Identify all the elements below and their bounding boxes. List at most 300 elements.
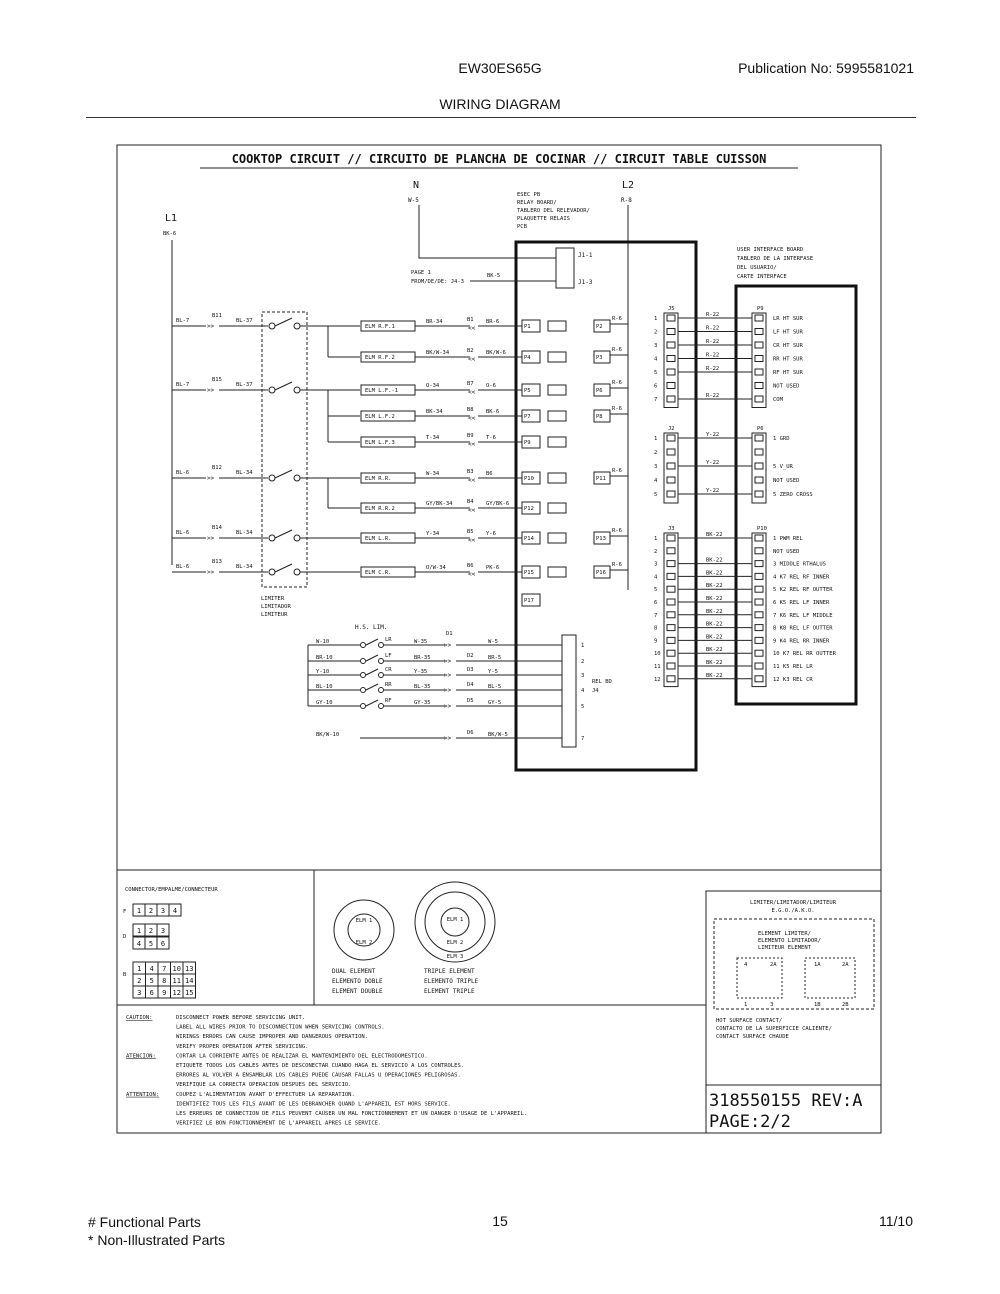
feed-wire-label: BL-6 <box>176 564 190 570</box>
relay-terminal-label: P16 <box>596 570 606 576</box>
hs-limiter-row <box>308 698 584 710</box>
board-wire-label: BK-6 <box>486 409 500 415</box>
svg-text:ELEMENT LIMITER/: ELEMENT LIMITER/ <box>758 931 811 937</box>
relay-contact <box>548 411 566 421</box>
element-wire-label: GY/BK-34 <box>426 501 453 507</box>
relay-supply-wire: R-6 <box>612 380 622 386</box>
svg-text:HOT SURFACE CONTACT/: HOT SURFACE CONTACT/ <box>716 1018 783 1024</box>
wire-label: BK-22 <box>706 570 723 577</box>
connector-label: P10 <box>757 526 767 532</box>
wire-label: R-22 <box>706 325 720 332</box>
ui-board-label <box>737 247 813 280</box>
pin-function: 5 K2 REL RF OUTTER <box>773 587 833 594</box>
hs-limiter-row <box>308 653 584 665</box>
svg-text:CONTACT SURFACE CHAUDE: CONTACT SURFACE CHAUDE <box>716 1034 789 1040</box>
board-connectors <box>654 306 837 687</box>
pin-function: LF HT SUR <box>773 329 803 336</box>
limiter-contact <box>269 323 275 329</box>
relay-terminal-label: P2 <box>596 324 603 330</box>
board-wire-label: T-6 <box>486 435 496 441</box>
relay-board-label <box>517 192 590 230</box>
hs-wire-in: BR-10 <box>316 655 333 661</box>
hs-wire-out: GY-35 <box>414 700 431 706</box>
svg-text:ELM 2: ELM 2 <box>446 940 464 946</box>
hs-wire-out: BL-35 <box>414 684 431 690</box>
relay-contact <box>548 567 566 577</box>
wire-label: R-22 <box>706 393 720 399</box>
terminal-l2-wire: R-8 <box>621 197 632 204</box>
pin-number: 7 <box>654 612 658 619</box>
svg-text:LIMITEUR: LIMITEUR <box>261 612 288 618</box>
connector-pin: 13 <box>185 965 194 973</box>
circuit-row <box>172 313 628 332</box>
pin-number: 8 <box>654 625 658 632</box>
pin-function: CR HT SUR <box>773 343 803 349</box>
relay-contact <box>548 473 566 483</box>
circuit-row <box>328 499 566 514</box>
wire-label: Y-22 <box>706 488 720 494</box>
pin-function: 10 K7 REL RR OUTTER <box>773 651 836 658</box>
svg-text:ELM 3: ELM 3 <box>446 954 464 960</box>
plug-symbol: << <box>468 507 476 514</box>
j1-3-label: J1-3 <box>578 279 593 286</box>
caution-line: WIRINGS ERRORS CAN CAUSE IMPROPER AND DANGEROUS OPERATION. <box>176 1034 369 1041</box>
bus-wire: GY-5 <box>488 700 502 706</box>
relay-supply-wire: R-6 <box>612 562 622 568</box>
connector-letter: B <box>123 972 127 978</box>
bus-wire: Y-5 <box>488 669 498 675</box>
wire-label: BK-22 <box>706 532 723 538</box>
connector-pin: 4 <box>172 907 178 915</box>
circuit-row <box>172 465 628 484</box>
board-wire-label: GY/BK-6 <box>486 501 510 507</box>
bus-wire: BR-5 <box>488 655 502 661</box>
plug-symbol: << <box>468 537 476 544</box>
diode-label: D5 <box>467 698 474 704</box>
pin-number: 9 <box>654 638 658 645</box>
board-wire-label: O-6 <box>486 383 496 389</box>
page-title: WIRING DIAGRAM <box>439 96 561 112</box>
terminal-l1: L1 <box>165 213 178 224</box>
connector-pin: 9 <box>162 989 167 997</box>
plug-label: B5 <box>467 529 474 535</box>
bus-pin: 5 <box>581 704 585 710</box>
pin-function: 8 K8 REL LF OUTTER <box>773 625 833 632</box>
svg-text:TRIPLE ELEMENT: TRIPLE ELEMENT <box>424 968 475 975</box>
pin-function: RF HT SUR <box>773 370 803 376</box>
wire-label: BK-22 <box>706 596 723 602</box>
svg-text:ELEMENT TRIPLE: ELEMENT TRIPLE <box>424 988 475 995</box>
wire-label: R-22 <box>706 312 720 318</box>
wire-label: BK-22 <box>706 672 723 679</box>
connector-pin: 8 <box>162 977 167 985</box>
feed-wire-label: BL-6 <box>176 470 190 476</box>
hs-tag: CR <box>385 667 392 673</box>
pin-function: 9 K4 REL RR INNER <box>773 638 830 645</box>
plug-symbol: << <box>468 325 476 332</box>
caution-key: ATTENTION: <box>126 1091 160 1098</box>
pin-number: 3 <box>654 561 658 568</box>
svg-text:LIMITEUR ELEMENT: LIMITEUR ELEMENT <box>758 945 811 951</box>
relay-contact <box>548 437 566 447</box>
svg-text:LIMITADOR: LIMITADOR <box>261 604 291 610</box>
pin-function: 5 V_UR <box>773 464 793 470</box>
connector-legend <box>123 904 196 998</box>
pin-number: 10 <box>654 651 661 658</box>
pin-function: 3 MIDDLE RTHALUS <box>773 561 826 568</box>
plug-label: B15 <box>212 377 222 383</box>
j1-1-label: J1-1 <box>578 252 593 259</box>
hs-wire-out: W-35 <box>414 639 428 645</box>
relay-terminal-label: P1 <box>524 324 531 330</box>
relay-contact <box>548 503 566 513</box>
relay-terminal-label: P11 <box>596 476 606 482</box>
wire-label: Y-22 <box>706 432 720 438</box>
hs-tag: RF <box>385 698 392 704</box>
caution-key: ATENCION: <box>126 1053 156 1060</box>
wire-label: BK-22 <box>706 621 723 628</box>
relay-terminal-label: P6 <box>596 388 603 394</box>
relay-terminal-label: P13 <box>596 536 606 542</box>
caution-line: VERIFY PROPER OPERATION AFTER SERVICING. <box>176 1043 309 1050</box>
hs-wire-in: Y-10 <box>316 669 330 675</box>
connector-pin: 2 <box>137 977 142 985</box>
plug-symbol: >> <box>444 642 452 649</box>
revision-date: 11/10 <box>879 1213 913 1229</box>
caution-key: CAUTION: <box>126 1015 153 1021</box>
pin-function: 4 K7 REL RF INNER <box>773 574 830 581</box>
svg-text:ELEMENTO TRIPLE: ELEMENTO TRIPLE <box>424 978 479 985</box>
svg-text:CONTACTO DE LA SUPERFICIE CALI: CONTACTO DE LA SUPERFICIE CALIENTE/ <box>716 1026 832 1032</box>
pin-number: 7 <box>654 397 658 403</box>
svg-text:4: 4 <box>744 962 748 968</box>
pin-number: 1 <box>654 536 658 542</box>
pin-number: 4 <box>654 356 658 363</box>
element-label: ELM R.R.2 <box>365 506 395 512</box>
connector-pin: 1 <box>136 907 142 915</box>
circuit-row <box>172 377 628 396</box>
bus-pin: 2 <box>581 659 585 665</box>
element-wire-label: BR-34 <box>426 319 443 325</box>
connector-pin: 11 <box>172 977 181 985</box>
element-wire-label: O-34 <box>426 383 440 389</box>
caution-notes <box>126 1015 527 1127</box>
rel-bd-label: REL BD <box>592 679 612 685</box>
diode-label: D4 <box>467 682 474 688</box>
connector-pin: 3 <box>160 907 166 915</box>
pin-function: 7 K6 REL LF MIDDLE <box>773 612 833 619</box>
element-label: ELM L.R. <box>365 536 392 542</box>
svg-text:LIMITER: LIMITER <box>261 596 285 602</box>
hs-tag: LR <box>385 637 392 643</box>
plug-symbol: >> <box>444 672 452 679</box>
terminal-n-wire: W-5 <box>408 197 419 204</box>
hs-wire-out: Y-35 <box>414 669 428 675</box>
limiter-label <box>261 596 291 618</box>
hs-limiter-row <box>316 730 584 742</box>
limiter-contact <box>294 323 300 329</box>
limiter-legend <box>714 900 874 1040</box>
plug-symbol: << <box>468 477 476 484</box>
plug-symbol: >> <box>207 535 215 542</box>
element-label: ELM R.F.2 <box>365 355 395 361</box>
relay-terminal-label: P17 <box>524 598 534 604</box>
connector-pin: 2 <box>148 907 154 915</box>
hs-limiter-row <box>308 631 584 649</box>
relay-supply-wire: R-6 <box>612 347 622 353</box>
pin-number: 3 <box>654 343 658 349</box>
connector-label: P6 <box>757 426 764 432</box>
relay-terminal-label: P7 <box>524 414 531 420</box>
connector-pin: 7 <box>162 965 167 973</box>
connector-pin: 1 <box>136 927 142 935</box>
plug-label: B1 <box>467 317 474 323</box>
bus-wire: BK/W-5 <box>488 732 508 738</box>
pin-function: 5 ZERO CROSS <box>773 492 813 498</box>
caution-line: VERIFIEZ LE BON FONCTIONNEMENT DE L'APPAREIL APRES LE SERVICE. <box>176 1120 382 1127</box>
connector-label: J3 <box>668 526 675 532</box>
relay-contact <box>548 533 566 543</box>
hs-tag: RR <box>385 682 392 688</box>
wire-label: R-22 <box>706 352 720 359</box>
svg-text:LIMITER/LIMITADOR/LIMITEUR: LIMITER/LIMITADOR/LIMITEUR <box>749 900 837 906</box>
relay-terminal-label: P4 <box>524 355 531 361</box>
pin-number: 4 <box>654 574 658 581</box>
circuit-title: COOKTOP CIRCUIT // CIRCUITO DE PLANCHA DE COCINAR // CIRCUIT TABLE CUISSON <box>231 152 767 166</box>
circuit-row <box>172 525 628 544</box>
plug-symbol: >> <box>207 323 215 330</box>
switch-wire-label: BL-37 <box>236 382 253 388</box>
limiter-contact <box>294 387 300 393</box>
plug-symbol: << <box>468 415 476 422</box>
element-wire-label: T-34 <box>426 435 440 441</box>
connector-pin: 15 <box>185 989 194 997</box>
pin-function: LR HT SUR <box>773 316 803 322</box>
element-wire-label: O/W-34 <box>426 565 446 571</box>
hs-wire-in: BL-10 <box>316 684 333 690</box>
limiter-contact <box>269 387 275 393</box>
element-label: ELM L.F.2 <box>365 414 395 420</box>
switch-wire-label: BL-37 <box>236 318 253 324</box>
element-wire-label: Y-34 <box>426 531 440 537</box>
element-wire-label: W-34 <box>426 471 440 477</box>
connector-label: J5 <box>668 306 675 312</box>
svg-text:ELEMENTO DOBLE: ELEMENTO DOBLE <box>332 978 383 985</box>
page-ref-wire: BK-5 <box>487 273 501 279</box>
svg-text:TABLERO DE LA INTERFASE: TABLERO DE LA INTERFASE <box>737 256 814 262</box>
plug-label: B11 <box>212 313 222 319</box>
caution-line: IDENTIFIEZ TOUS LES FILS AVANT DE LES DEBRANCHER QUAND L'APPAREIL EST HORS SERVICE. <box>176 1101 451 1108</box>
dual-element-legend <box>332 900 394 995</box>
svg-text:PCB: PCB <box>517 224 527 230</box>
bus-wire: BL-5 <box>488 684 502 690</box>
pin-number: 12 <box>654 676 661 683</box>
plug-symbol: >> <box>444 735 452 742</box>
limiter-group <box>262 312 307 587</box>
bus-pin: 1 <box>581 643 585 649</box>
caution-line: LES ERREURS DE CONNECTION DE FILS PEUVENT CAUSER UN MAL FONCTIONNEMENT ET UN DANGER D'USAGE DE L'APPAREIL. <box>176 1111 527 1117</box>
switch-wire-label: BL-34 <box>236 530 253 536</box>
relay-terminal-label: P10 <box>524 476 534 482</box>
terminal-l1-wire: BK-6 <box>163 231 177 237</box>
svg-text:ELEMENTO LIMITADOR/: ELEMENTO LIMITADOR/ <box>758 938 821 944</box>
circuit-row <box>328 347 628 363</box>
hs-wire-in: GY-10 <box>316 700 333 706</box>
plug-symbol: >> <box>207 475 215 482</box>
relay-supply-wire: R-6 <box>612 406 622 412</box>
diode-label: D3 <box>467 667 474 673</box>
plug-label: B9 <box>467 433 474 439</box>
connector-pin: 5 <box>148 940 154 948</box>
pin-number: 4 <box>654 478 658 484</box>
connector-pin: 14 <box>185 977 194 985</box>
non-illustrated-note: * Non-Illustrated Parts <box>88 1232 225 1248</box>
pin-function: RR HT SUR <box>773 356 803 363</box>
model-number: EW30ES65G <box>458 60 542 76</box>
plug-symbol: >> <box>207 387 215 394</box>
plug-symbol: << <box>468 356 476 363</box>
terminal-n: N <box>413 180 420 191</box>
publication-number: Publication No: 5995581021 <box>738 60 914 76</box>
hs-limiter-row <box>308 682 585 694</box>
feed-wire-label: BL-6 <box>176 530 190 536</box>
relay-terminal-label: P12 <box>524 506 534 512</box>
bus-pin: 7 <box>581 736 585 742</box>
element-label: ELM C.R. <box>365 570 392 576</box>
plug-symbol: << <box>468 441 476 448</box>
board-wire-label: Y-6 <box>486 531 496 537</box>
svg-text:ELM 2: ELM 2 <box>355 940 373 946</box>
caution-line: COUPEZ L'ALIMENTATION AVANT D'EFFECTUER LA REPARATION. <box>176 1091 355 1098</box>
wire-label: R-22 <box>706 366 720 372</box>
relay-terminal-label: P8 <box>596 414 603 420</box>
pin-function: 12 K3 REL CR <box>773 676 813 683</box>
feed-wire-label: BL-7 <box>176 318 190 324</box>
page-indicator: PAGE:2/2 <box>709 1112 791 1132</box>
wire-label: BK-22 <box>706 660 723 666</box>
circuit-row <box>328 433 566 448</box>
pin-function: NOT USED <box>773 548 800 555</box>
svg-text:ELM 1: ELM 1 <box>446 917 464 923</box>
pin-number: 1 <box>654 316 658 322</box>
plug-symbol: << <box>468 571 476 578</box>
caution-line: ETIQUETE TODOS LOS CABLES ANTES DE DESCONECTAR CUANDO HAGA EL SERVICIO A LOS CONTROLES. <box>176 1063 465 1069</box>
limiter-contact <box>294 569 300 575</box>
pin-function: COM <box>773 397 783 403</box>
pin-number: 2 <box>654 548 658 555</box>
svg-text:USER INTERFACE BOARD: USER INTERFACE BOARD <box>737 247 804 253</box>
element-label: ELM R.R. <box>365 476 392 482</box>
svg-text:2B: 2B <box>842 1002 849 1008</box>
plug-label: B6 <box>467 563 474 569</box>
connector-pin: 12 <box>172 989 181 997</box>
circuit-row <box>328 406 628 422</box>
svg-text:E.G.O./A.K.O.: E.G.O./A.K.O. <box>771 908 815 914</box>
plug-symbol: >> <box>444 703 452 710</box>
bus-pin: 3 <box>581 673 585 679</box>
bus-pin: 4 <box>581 688 585 694</box>
pin-function: 11 K5 REL LR <box>773 664 813 670</box>
connector-pin: 5 <box>149 977 154 985</box>
relay-terminal-label: P9 <box>524 440 531 446</box>
pin-function: 1 GRD <box>773 436 790 442</box>
diode-label: D2 <box>467 653 474 659</box>
bus-wire: W-5 <box>488 639 498 645</box>
terminal-l2: L2 <box>622 180 635 191</box>
relay-contact <box>548 352 566 362</box>
wire-label: BK-22 <box>706 608 723 615</box>
svg-text:ELM 1: ELM 1 <box>355 918 373 924</box>
wire-label: BK-22 <box>706 557 723 564</box>
pin-function: 1 PWM REL <box>773 536 803 542</box>
svg-text:3: 3 <box>770 1002 774 1008</box>
plug-symbol: >> <box>207 569 215 576</box>
connector-pin: 6 <box>160 940 166 948</box>
rel-bd-j4 <box>562 635 576 747</box>
caution-line: DISCONNECT POWER BEFORE SERVICING UNIT. <box>176 1015 306 1021</box>
connector-pin: 4 <box>149 965 154 973</box>
svg-text:DEL USUARIO/: DEL USUARIO/ <box>737 265 777 271</box>
svg-text:ELEMENT DOUBLE: ELEMENT DOUBLE <box>332 988 383 995</box>
element-label: ELM L.F.3 <box>365 440 395 446</box>
plug-label: B2 <box>467 348 474 354</box>
limiter-contact <box>269 569 275 575</box>
triple-element-legend <box>415 882 495 995</box>
pin-function: NOT USED <box>773 478 800 484</box>
plug-label: B8 <box>467 407 474 413</box>
limiter-contact <box>294 475 300 481</box>
diode-label: D1 <box>446 631 453 637</box>
connector-letter: D <box>123 934 127 940</box>
pin-number: 2 <box>654 450 658 456</box>
element-wire-label: BK-34 <box>426 409 443 415</box>
element-label: ELM L.F.-1 <box>365 388 399 394</box>
hs-tag: LF <box>385 653 392 659</box>
svg-text:2A: 2A <box>770 962 777 968</box>
pin-number: 2 <box>654 329 658 336</box>
hs-wire-out: BR-35 <box>414 655 431 661</box>
caution-line: ERRORES AL VOLVER A ENSAMBLAR LOS CABLES PUEDE CAUSAR FALLAS U OPERACIONES PELIGROSAS. <box>176 1072 461 1079</box>
page-ref-1: PAGE 1 <box>411 270 431 276</box>
pin-number: 1 <box>654 436 658 442</box>
switch-wire-label: BL-34 <box>236 564 253 570</box>
wire-label: BK-22 <box>706 647 723 654</box>
limiter-contact <box>294 535 300 541</box>
relay-contact <box>548 385 566 395</box>
part-number: 318550155 REV:A <box>709 1091 863 1111</box>
limiter-contact <box>269 475 275 481</box>
connector-pin: 6 <box>149 989 154 997</box>
hs-lim-label: H.S. LIM. <box>355 624 388 631</box>
caution-line: CORTAR LA CORRIENTE ANTES DE REALIZAR EL MANTENIMIENTO DEL ELECTRODOMESTICO. <box>176 1053 428 1060</box>
page-number: 15 <box>492 1213 508 1229</box>
svg-text:PLAQUETTE RELAIS: PLAQUETTE RELAIS <box>517 216 570 222</box>
pin-number: 6 <box>654 383 658 390</box>
connector-legend-title: CONNECTOR/EMPALME/CONNECTEUR <box>125 887 218 893</box>
relay-supply-wire: R-6 <box>612 316 622 322</box>
board-wire-label: B6 <box>486 471 493 477</box>
plug-label: B13 <box>212 559 222 565</box>
functional-parts-note: # Functional Parts <box>88 1214 201 1230</box>
feed-wire-label: BL-7 <box>176 382 190 388</box>
svg-text:1A: 1A <box>814 962 821 968</box>
svg-text:RELAY BOARD/: RELAY BOARD/ <box>517 200 557 206</box>
hs-wire-in: BK/W-10 <box>316 732 340 738</box>
svg-text:TABLERO DEL RELEVADOR/: TABLERO DEL RELEVADOR/ <box>517 208 590 214</box>
relay-supply-wire: R-6 <box>612 528 622 534</box>
caution-line: LABEL ALL WIRES PRIOR TO DISCONNECTION WHEN SERVICING CONTROLS. <box>176 1024 385 1031</box>
connector-pin: 10 <box>172 965 181 973</box>
